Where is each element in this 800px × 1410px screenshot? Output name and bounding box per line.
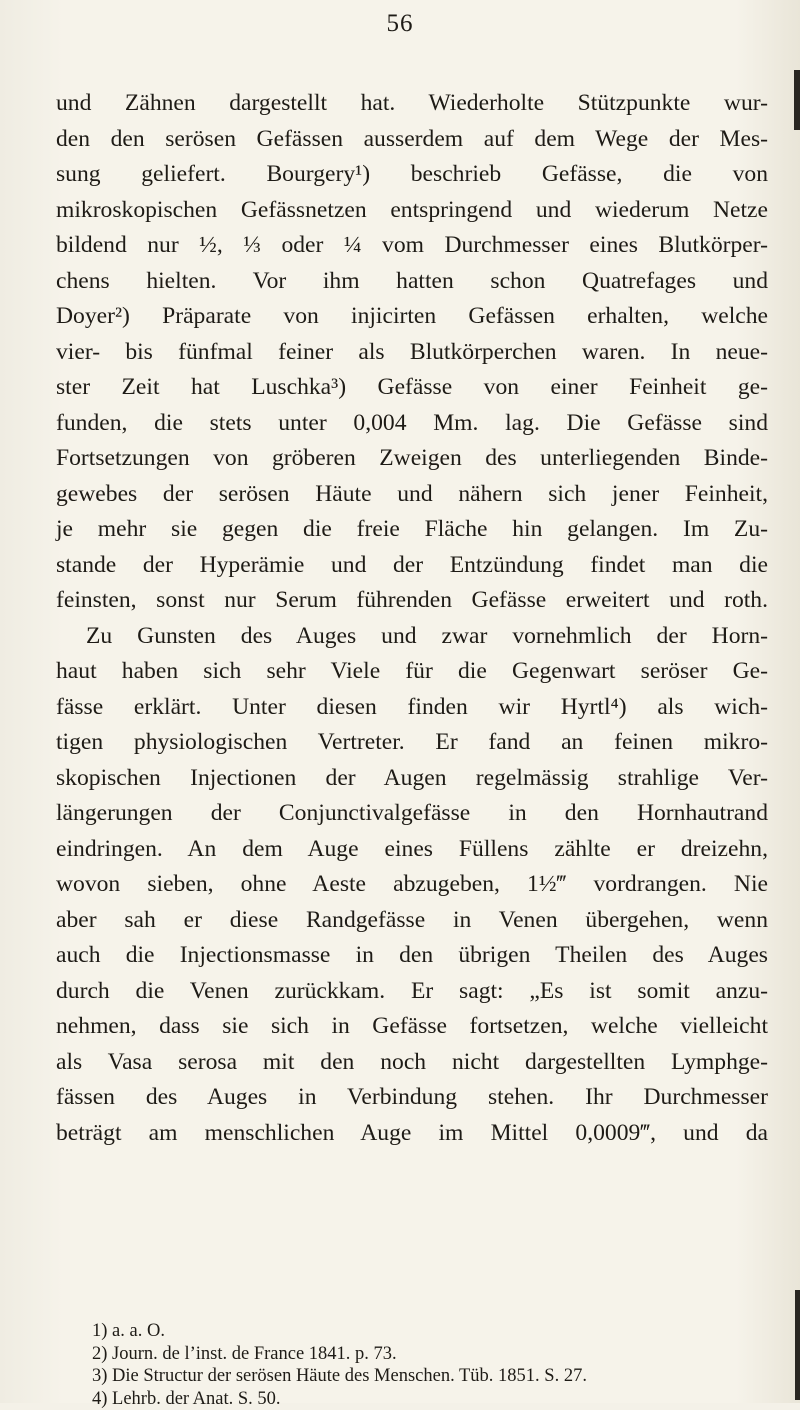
- text-line: fässen des Auges in Verbindung stehen. Ihr Durchmesser: [56, 1080, 768, 1116]
- text-line: funden, die stets unter 0,004 Mm. lag. Die Gefässe sind: [56, 406, 768, 442]
- text-line: beträgt am menschlichen Auge im Mittel 0,0009‴, und da: [56, 1116, 768, 1152]
- text-line: sung geliefert. Bourgery¹) beschrieb Gefässe, die von: [56, 157, 768, 193]
- text-line: tigen physiologischen Vertreter. Er fand an feinen mikro-: [56, 725, 768, 761]
- text-line: mikroskopischen Gefässnetzen entspringend und wiederum Netze: [56, 193, 768, 229]
- text-line: Doyer²) Präparate von injicirten Gefässen erhalten, welche: [56, 299, 768, 335]
- text-line: aber sah er diese Randgefässe in Venen übergehen, wenn: [56, 903, 768, 939]
- text-line: wovon sieben, ohne Aeste abzugeben, 1½‴ vordrangen. Nie: [56, 867, 768, 903]
- footnote: 2) Journ. de l’inst. de France 1841. p. 73.: [92, 1343, 752, 1366]
- page-edge-shadow: [794, 70, 800, 130]
- text-line: je mehr sie gegen die freie Fläche hin gelangen. Im Zu-: [56, 512, 768, 548]
- text-line: gewebes der serösen Häute und nähern sich jener Feinheit,: [56, 477, 768, 513]
- footnote: 1) a. a. O.: [92, 1320, 752, 1343]
- text-line: vier- bis fünfmal feiner als Blutkörperchen waren. In neue-: [56, 335, 768, 371]
- text-line: chens hielten. Vor ihm hatten schon Quatrefages und: [56, 264, 768, 300]
- text-line: eindringen. An dem Auge eines Füllens zählte er dreizehn,: [56, 832, 768, 868]
- text-line: nehmen, dass sie sich in Gefässe fortsetzen, welche vielleicht: [56, 1009, 768, 1045]
- text-line: Fortsetzungen von gröberen Zweigen des unterliegenden Binde-: [56, 441, 768, 477]
- text-line: als Vasa serosa mit den noch nicht dargestellten Lymphge-: [56, 1045, 768, 1081]
- text-line: skopischen Injectionen der Augen regelmässig strahlige Ver-: [56, 761, 768, 797]
- text-line: längerungen der Conjunctivalgefässe in den Hornhautrand: [56, 796, 768, 832]
- body-text: [56, 86, 768, 1151]
- footnote: 3) Die Structur der serösen Häute des Menschen. Tüb. 1851. S. 27.: [92, 1365, 752, 1388]
- text-line: den den serösen Gefässen ausserdem auf dem Wege der Mes-: [56, 122, 768, 158]
- text-line: Zu Gunsten des Auges und zwar vornehmlich der Horn-: [56, 619, 768, 655]
- text-line: stande der Hyperämie und der Entzündung findet man die: [56, 548, 768, 584]
- page-edge-shadow: [795, 1290, 800, 1400]
- text-line: durch die Venen zurückkam. Er sagt: „Es ist somit anzu-: [56, 974, 768, 1010]
- text-line: haut haben sich sehr Viele für die Gegenwart seröser Ge-: [56, 654, 768, 690]
- text-line: feinsten, sonst nur Serum führenden Gefässe erweitert und roth.: [56, 583, 768, 619]
- footnotes: [92, 1320, 752, 1410]
- text-line: und Zähnen dargestellt hat. Wiederholte Stützpunkte wur-: [56, 86, 768, 122]
- text-line: fässe erklärt. Unter diesen finden wir Hyrtl⁴) als wich-: [56, 690, 768, 726]
- text-line: auch die Injectionsmasse in den übrigen Theilen des Auges: [56, 938, 768, 974]
- text-line: ster Zeit hat Luschka³) Gefässe von einer Feinheit ge-: [56, 370, 768, 406]
- text-line: bildend nur ½, ⅓ oder ¼ vom Durchmesser eines Blutkörper-: [56, 228, 768, 264]
- footnote: 4) Lehrb. der Anat. S. 50.: [92, 1388, 752, 1410]
- page-number: 56: [0, 10, 800, 38]
